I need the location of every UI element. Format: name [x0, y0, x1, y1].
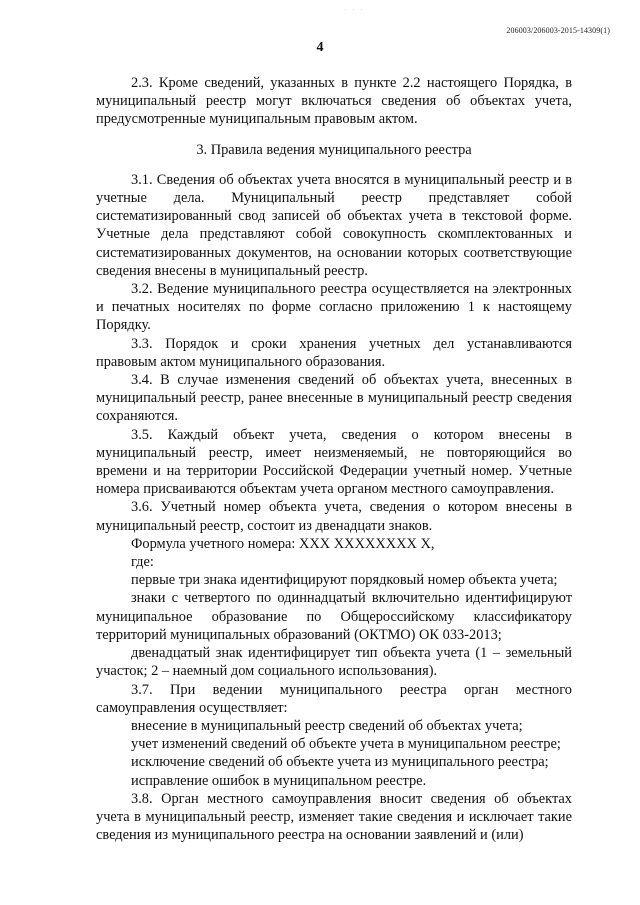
formula-twelfth: двенадцатый знак идентифицирует тип объекта учета (1 – земельный участок; 2 – наемный дом социального использования). — [96, 645, 572, 680]
list-item: исключение сведений об объекте учета из муниципального реестра; — [131, 754, 549, 771]
paragraph-2-3: 2.3. Кроме сведений, указанных в пункте 2.2 настоящего Порядка, в муниципальный реестр могут включаться сведения об объектах учета, предусмотренные муниципальным правовым актом. — [96, 75, 572, 128]
formula-where: где: — [131, 554, 154, 571]
document-id: 206003/206003-2015-14309(1) — [506, 26, 610, 35]
paragraph-3-2: 3.2. Ведение муниципального реестра осуществляется на электронных и печатных носителях по форме согласно приложению 1 к настоящему Порядку. — [96, 281, 572, 334]
number-formula: Формула учетного номера: ХХХ ХХХХХХХХ Х, — [131, 535, 435, 552]
paragraph-3-4: 3.4. В случае изменения сведений об объектах учета, внесенных в муниципальный реестр, ранее внесенные в муниципальный реестр сведения сохраняются. — [96, 372, 572, 425]
paragraph-3-8: 3.8. Орган местного самоуправления вносит сведения об объектах учета в муниципальный реестр, изменяет такие сведения и исключает такие сведения из муниципального реестра на основании заявлений и (или) — [96, 790, 572, 844]
section-heading-3: 3. Правила ведения муниципального реестра — [196, 141, 472, 158]
paragraph-3-6: 3.6. Учетный номер объекта учета, сведения о котором внесены в муниципальный реестр, состоит из двенадцати знаков. — [96, 499, 572, 534]
page-number: 4 — [316, 40, 324, 55]
paragraph-3-1: 3.1. Сведения об объектах учета вносятся в муниципальный реестр и в учетные дела. Муниципальный реестр представляет собой систематизированный свод записей об объектах учета в текстовой форме. Учетные дела представляют собой совокупность скомплектованных и систематизированных документов, на основании которых соответствующие сведения внесены в муниципальный реестр. — [96, 171, 572, 279]
list-item: учет изменений сведений об объекте учета в муниципальном реестре; — [131, 736, 561, 753]
paragraph-3-7: 3.7. При ведении муниципального реестра орган местного самоуправления осуществляет: — [96, 681, 572, 716]
list-item: внесение в муниципальный реестр сведений об объектах учета; — [131, 717, 523, 734]
list-item: исправление ошибок в муниципальном реестре. — [131, 772, 427, 789]
scan-mark: · · · — [344, 6, 365, 14]
paragraph-3-5: 3.5. Каждый объект учета, сведения о котором внесены в муниципальный реестр, имеет неизменяемый, не повторяющийся во времени и на территории Российской Федерации учетный номер. Учетные номера присваиваются объектам учета органом местного самоуправления. — [96, 426, 572, 498]
paragraph-3-3: 3.3. Порядок и сроки хранения учетных дел устанавливаются правовым актом муниципального образования. — [96, 335, 572, 370]
formula-first-three: первые три знака идентифицируют порядковый номер объекта учета; — [131, 572, 558, 589]
document-body — [96, 74, 572, 844]
formula-fourth-to-eleventh: знаки с четвертого по одиннадцатый включительно идентифицируют муниципальное образование по Общероссийскому классификатору территорий муниципальных образований (ОКТМО) ОК 033-2013; — [96, 590, 572, 643]
